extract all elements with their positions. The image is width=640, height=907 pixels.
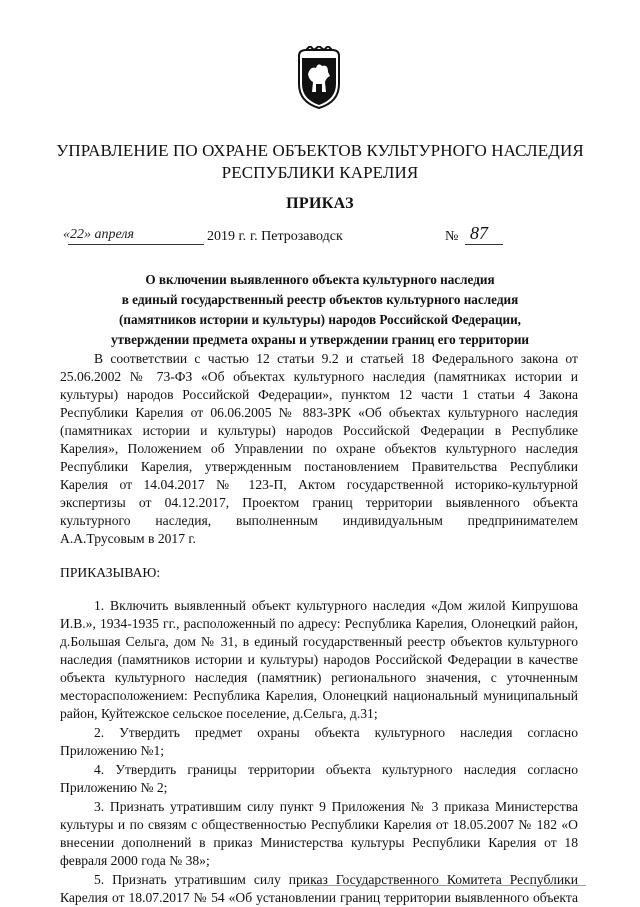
scan-edge-rule [298,885,586,886]
body-line: Республики Карелия, утвержденным постановлением Правительства Республики [60,459,578,474]
organization-name-line2: РЕСПУБЛИКИ КАРЕЛИЯ [221,163,419,182]
body-line: 25.06.2002 № 73-ФЗ «Об объектах культурного наследия (памятниках истории и [60,369,578,384]
item-line: наследия (памятников истории и культуры) народов Российской Федерации в качестве [60,652,578,667]
order-word: ПРИКАЗЫВАЮ: [60,565,161,580]
subject-line: (памятников истории и культуры) народов Российской Федерации, [119,312,521,327]
subject-line: О включении выявленного объекта культурного наследия [145,272,495,287]
body-line: А.А.Трусовым в 2017 г. [60,531,196,546]
handwritten-number: 87 [470,223,488,243]
item-line: район, Куйтежское сельское поселение, д.Сельга, д.31; [60,706,378,721]
item-line: 3. Признать утратившим силу пункт 9 Приложения № 3 приказа Министерства [94,799,578,814]
item-line: культуры и по связям с общественностью Республики Карелия от 18.05.2007 № 182 «О [60,817,578,832]
body-line: Карелия от 14.04.2017 № 123-П, Актом государственной историко-культурной [60,477,578,492]
body-line: Республики Карелия от 06.06.2005 № 883-ЗРК «Об объектах культурного наследия [60,405,578,420]
number-underline [465,244,503,245]
subject-line: в единый государственный реестр объектов культурного наследия [121,292,519,307]
date-year: 2019 г. [207,229,247,244]
handwritten-date: «22» апреля [63,227,134,242]
organization-name-line1: УПРАВЛЕНИЕ ПО ОХРАНЕ ОБЪЕКТОВ КУЛЬТУРНОГО НАСЛЕДИЯ [56,141,584,160]
item-line: Приложению №1; [60,743,165,758]
item-line: 2. Утвердить предмет охраны объекта культурного наследия согласно [94,725,578,740]
body-line: (памятниках истории и культуры) народов Российской Федерации в Республике [60,423,578,438]
item-line: д.Большая Сельга, дом № 31, в единый государственный реестр объектов культурного [60,634,578,649]
item-line: объекта культурного наследия (памятник) регионального значения, с уточненным [60,670,578,685]
body-line: экспертизы от 04.12.2017, Проектом границ территории выявленного объекта [60,495,578,510]
item-line: 5. Признать утратившим силу приказ Государственного Комитета Республики [94,872,578,887]
date-underline [68,244,204,245]
city: г. Петрозаводск [250,229,343,244]
subject-heading [40,270,600,350]
body-line: культурного наследия, выполненным индивидуальным предпринимателем [60,513,578,528]
item-line: внесении дополнений в приказ Министерства культуры Республики Карелия от 18 [60,835,578,850]
item-line: И.В.», 1934-1935 гг., расположенный по адресу: Республика Карелия, Олонецкий район, [60,616,578,631]
item-line: 1. Включить выявленный объект культурного наследия «Дом жилой Кипрушова [94,598,578,613]
karelia-coat-of-arms-icon [294,46,344,110]
subject-line: утверждении предмета охраны и утверждении границ его территории [110,332,530,347]
number-label: № [445,229,459,244]
body-line: культуры) народов Российской Федерации», пунктом 12 части 1 статьи 4 Закона [60,387,578,402]
body-line: В соответствии с частью 12 статьи 9.2 и статьей 18 Федерального закона от [94,351,578,366]
item-line: 4. Утвердить границы территории объекта культурного наследия согласно [94,762,578,777]
item-line: Приложению № 2; [60,780,168,795]
date-number-line [60,223,600,251]
document-type: ПРИКАЗ [286,195,354,212]
body-line: Карелия», Положением об Управлении по охране объектов культурного наследия [60,441,578,456]
item-line: февраля 2000 года № 38»; [60,853,210,868]
item-line: Карелия от 18.07.2017 № 54 «Об установлении границ территории выявленного объекта [60,890,578,905]
item-line: месторасположением: Республика Карелия, Олонецкий национальный муниципальный [60,688,578,703]
